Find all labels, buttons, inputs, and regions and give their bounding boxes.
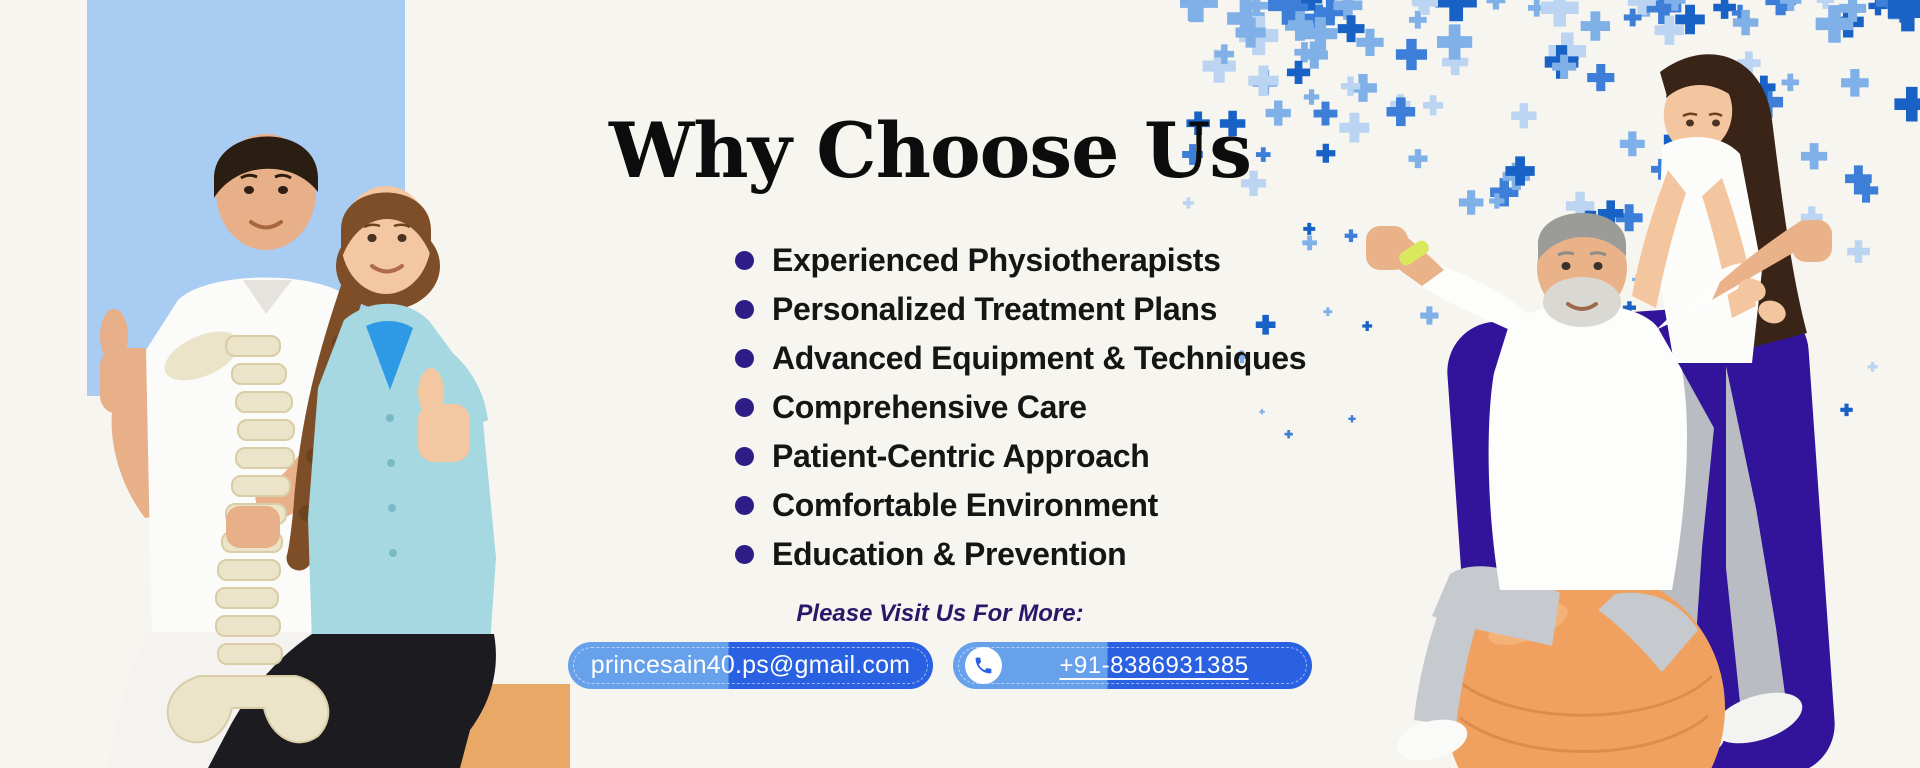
- dot-icon: [735, 251, 754, 270]
- dot-icon: [735, 545, 754, 564]
- feature-label: Experienced Physiotherapists: [772, 242, 1221, 278]
- feature-list: [735, 236, 1306, 579]
- dot-icon: [735, 447, 754, 466]
- visit-prompt: Please Visit Us For More:: [796, 600, 1084, 627]
- dot-icon: [735, 496, 754, 515]
- feature-label: Education & Prevention: [772, 536, 1127, 572]
- feature-item: [735, 432, 1306, 481]
- feature-item: [735, 530, 1306, 579]
- feature-label: Patient-Centric Approach: [772, 438, 1150, 474]
- feature-label: Personalized Treatment Plans: [772, 291, 1218, 327]
- hand-gripping-spine: [226, 506, 280, 548]
- dot-icon: [735, 300, 754, 319]
- physio-couple-photo: [50, 88, 570, 768]
- dot-icon: [735, 398, 754, 417]
- feature-item: [735, 285, 1306, 334]
- page-title: Why Choose Us: [608, 106, 1252, 195]
- feature-item: [735, 481, 1306, 530]
- exercise-ball-photo: [1360, 28, 1920, 768]
- email-button[interactable]: [568, 642, 933, 689]
- dot-icon: [735, 349, 754, 368]
- phone-link[interactable]: +91-8386931385: [1059, 651, 1249, 679]
- feature-item: [735, 236, 1306, 285]
- phone-button[interactable]: [953, 642, 1312, 689]
- feature-label: Comprehensive Care: [772, 389, 1087, 425]
- phone-icon: [965, 647, 1002, 684]
- email-label: princesain40.ps@gmail.com: [590, 651, 911, 679]
- feature-item: [735, 383, 1306, 432]
- feature-label: Advanced Equipment & Techniques: [772, 340, 1307, 376]
- feature-label: Comfortable Environment: [772, 487, 1159, 523]
- feature-item: [735, 334, 1306, 383]
